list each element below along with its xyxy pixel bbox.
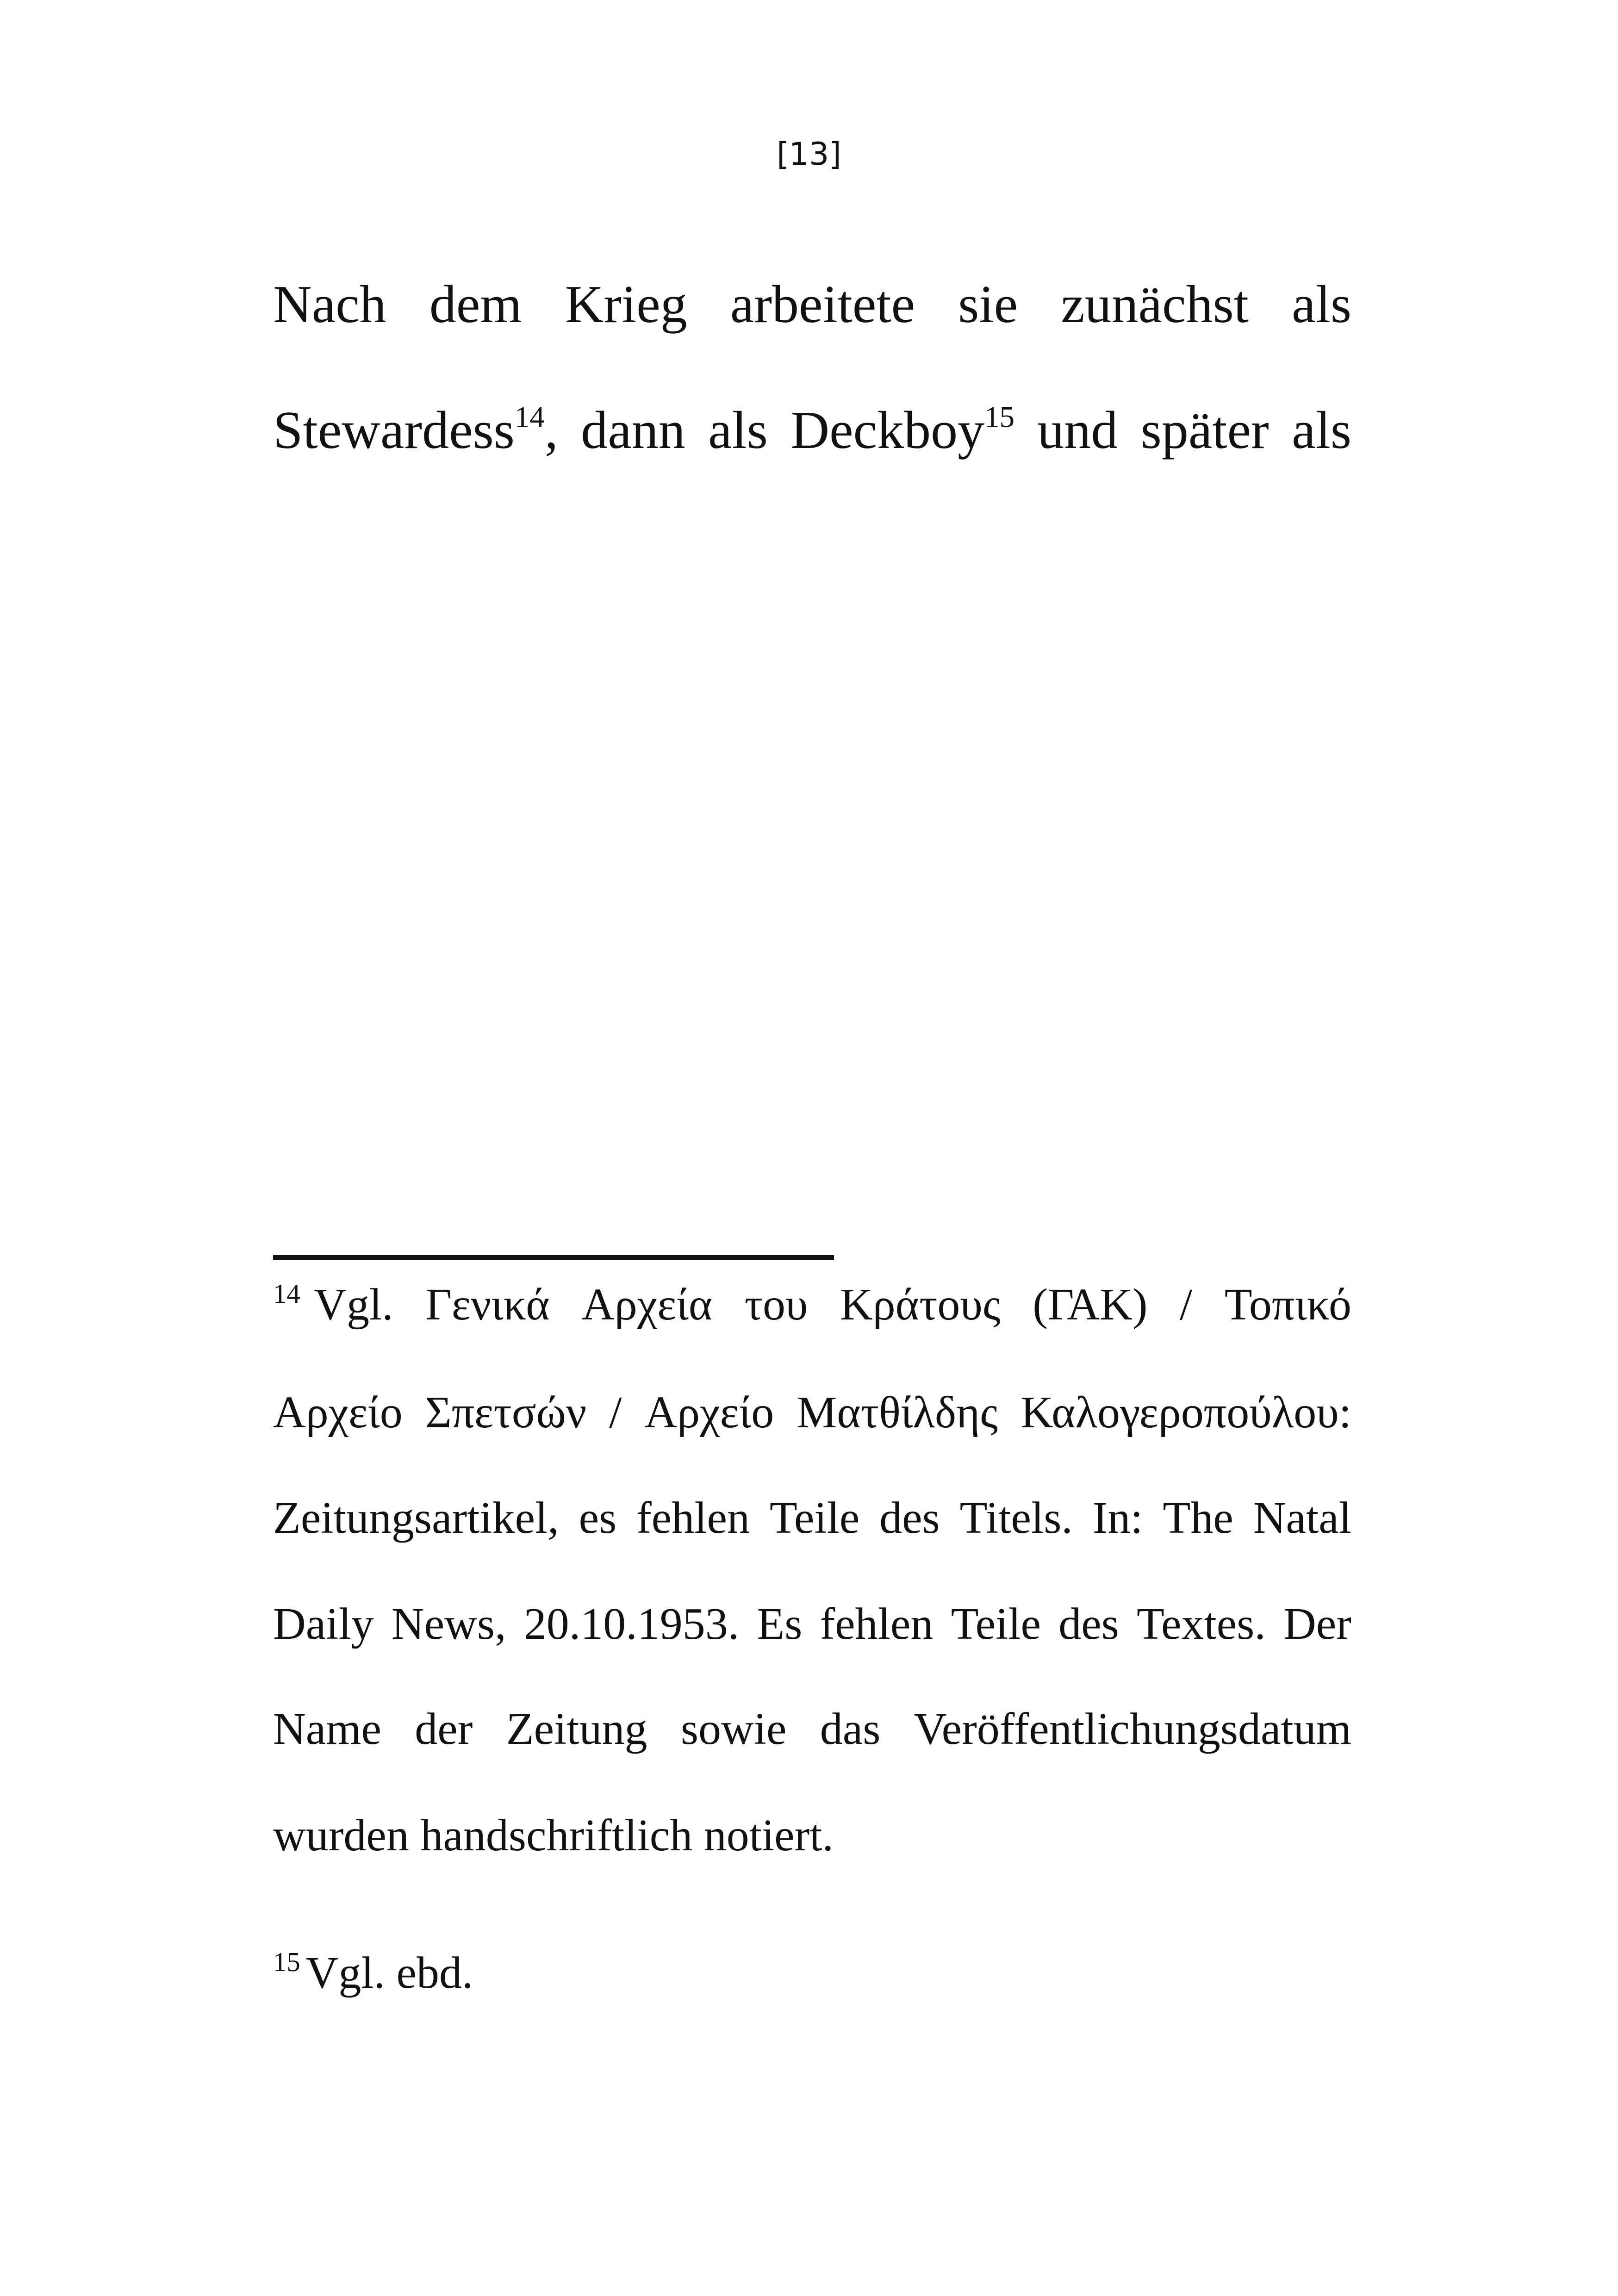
- word: 20.10.1953.: [523, 1599, 740, 1649]
- footnote-15-text: Vgl. ebd.: [305, 1948, 473, 1998]
- word: des: [1058, 1599, 1119, 1649]
- word: es: [579, 1493, 617, 1543]
- word: als: [708, 401, 768, 460]
- word: Ματθίλδης: [797, 1388, 998, 1437]
- body-line-1: [273, 275, 1351, 334]
- word: sie: [958, 275, 1018, 334]
- word-group: [790, 400, 1015, 460]
- word: Titels.: [959, 1493, 1073, 1543]
- word: (ΓΑΚ): [1033, 1280, 1148, 1330]
- word: Καλογεροπούλου:: [1021, 1388, 1351, 1437]
- footnote-14-line-6: wurden handschriftlich notiert.: [273, 1811, 834, 1860]
- word: Vgl.: [314, 1280, 393, 1330]
- footnote-15-number: 15: [273, 1947, 300, 1977]
- word: Teile: [951, 1599, 1041, 1649]
- word: Krieg: [565, 275, 687, 334]
- word: Teile: [769, 1493, 860, 1543]
- word: Es: [757, 1599, 803, 1649]
- word: zunächst: [1061, 275, 1249, 334]
- word: Stewardess: [273, 401, 515, 460]
- footnote-15: [273, 1947, 1351, 1998]
- word: Zeitungsartikel,: [273, 1493, 559, 1543]
- word: In:: [1092, 1493, 1143, 1543]
- word: fehlen: [636, 1493, 750, 1543]
- word: Zeitung: [506, 1704, 647, 1754]
- page-number: [13]: [777, 136, 841, 173]
- word: das: [820, 1704, 881, 1754]
- word: Deckboy: [790, 401, 985, 460]
- word: Natal: [1253, 1493, 1351, 1543]
- word-group: [273, 400, 558, 460]
- word: fehlen: [820, 1599, 933, 1649]
- word: der: [415, 1704, 473, 1754]
- footnote-14-line-1: [273, 1278, 1351, 1330]
- word-group: [273, 1278, 393, 1330]
- word: als: [1292, 401, 1351, 460]
- word: Αρχεία: [582, 1280, 713, 1330]
- word: Γενικά: [425, 1280, 550, 1330]
- footnote-14-line-5: [273, 1706, 1351, 1752]
- word: dann: [581, 401, 685, 460]
- word: Αρχείο: [644, 1388, 774, 1437]
- footnote-14-line-2: [273, 1390, 1351, 1435]
- word: Σπετσών: [425, 1388, 587, 1437]
- word: του: [744, 1280, 808, 1330]
- body-line-2: [273, 400, 1351, 460]
- word: /: [609, 1388, 622, 1437]
- word: News,: [391, 1599, 506, 1649]
- word: The: [1163, 1493, 1233, 1543]
- word: des: [879, 1493, 940, 1543]
- word: Nach: [273, 275, 386, 334]
- word: später: [1140, 401, 1269, 460]
- word: Der: [1283, 1599, 1351, 1649]
- word: Τοπικό: [1224, 1280, 1351, 1330]
- footnote-14-line-3: [273, 1495, 1351, 1541]
- word: /: [1180, 1280, 1193, 1330]
- word: Daily: [273, 1599, 374, 1649]
- word: Name: [273, 1704, 381, 1754]
- footnote-reference-14[interactable]: 14: [514, 400, 545, 434]
- word: arbeitete: [730, 275, 915, 334]
- word: als: [1292, 275, 1351, 334]
- footnote-reference-15[interactable]: 15: [984, 400, 1015, 434]
- footnote-separator: [273, 1255, 834, 1260]
- word: und: [1037, 401, 1118, 460]
- footnote-14-number: 14: [273, 1278, 300, 1309]
- word: Αρχείο: [273, 1388, 403, 1437]
- word: Textes.: [1136, 1599, 1266, 1649]
- word: Veröffentlichungsdatum: [914, 1704, 1351, 1754]
- word: dem: [429, 275, 522, 334]
- word: ,: [544, 401, 558, 460]
- word: Κράτους: [840, 1280, 1001, 1330]
- word: sowie: [680, 1704, 787, 1754]
- footnote-14-line-4: [273, 1601, 1351, 1647]
